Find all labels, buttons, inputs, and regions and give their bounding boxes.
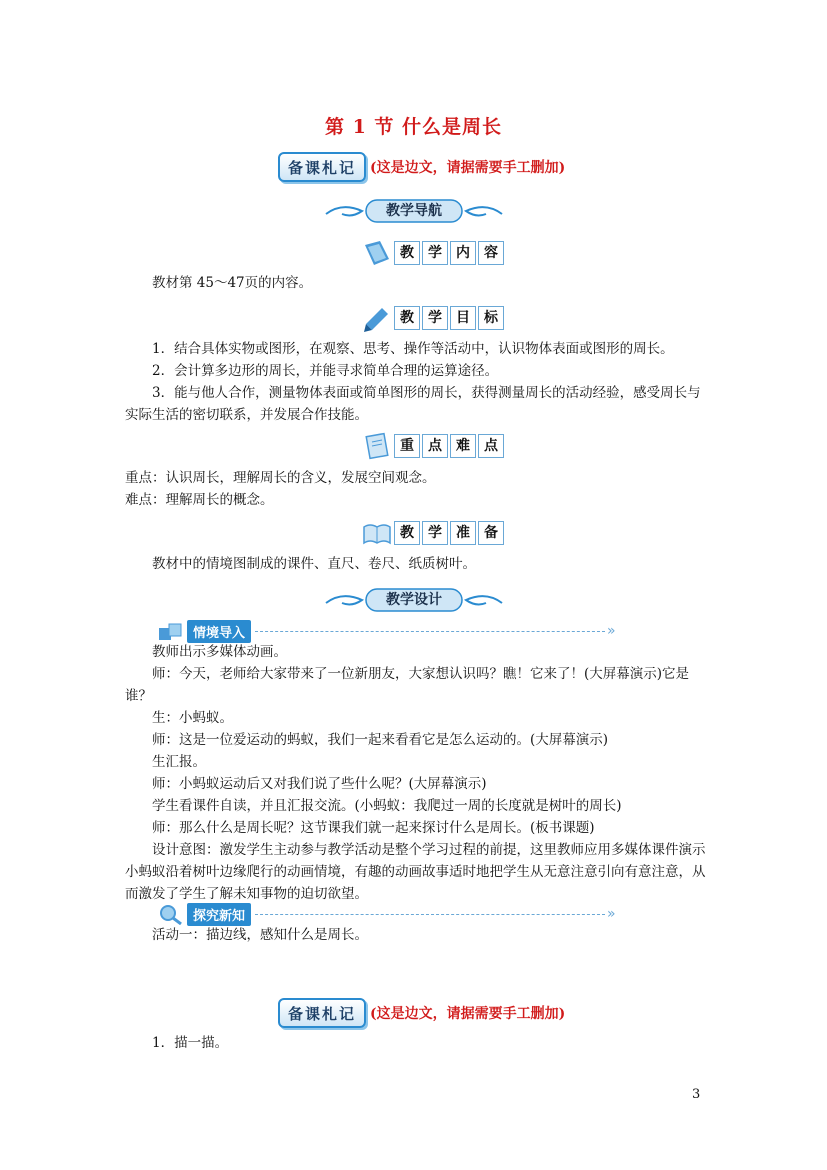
dialogue-line: 学生看课件自读，并且汇报交流。(小蚂蚁：我爬过一周的长度就是树叶的周长) bbox=[152, 798, 622, 814]
lesson-notes-badge: 备课札记 bbox=[278, 998, 366, 1028]
explore-text bbox=[125, 924, 710, 946]
goal-item: 3．能与他人合作，测量物体表面或简单图形的周长，获得测量周长的活动经验，感受周长与实际生活的密切联系，并发展合作技能。 bbox=[125, 385, 701, 423]
section-char: 容 bbox=[478, 241, 504, 265]
dialogue-line: 教师出示多媒体动画。 bbox=[152, 644, 287, 660]
dialogue-line: 师：今天，老师给大家带来了一位新朋友，大家想认识吗？瞧！它来了！(大屏幕演示)它是谁？ bbox=[125, 666, 690, 704]
dialogue-line: 生：小蚂蚁。 bbox=[152, 710, 233, 726]
section-teaching-prep bbox=[362, 518, 506, 548]
dialogue-line: 师：那么什么是周长呢？这节课我们就一起来探讨什么是周长。(板书课题) bbox=[152, 820, 595, 836]
section-char: 学 bbox=[422, 241, 448, 265]
banner-teaching-design bbox=[322, 587, 506, 613]
lesson-notes-badge: 备课札记 bbox=[278, 152, 366, 182]
section-char: 点 bbox=[422, 434, 448, 458]
section-char: 教 bbox=[394, 241, 420, 265]
section-char: 目 bbox=[450, 306, 476, 330]
section-char: 标 bbox=[478, 306, 504, 330]
banner-teaching-guide bbox=[322, 198, 506, 224]
document-icon bbox=[362, 432, 392, 460]
keypoint-item: 重点：认识周长，理解周长的含义，发展空间观念。 bbox=[125, 470, 436, 486]
section-char: 重 bbox=[394, 434, 420, 458]
dialogue-line: 师：这是一位爱运动的蚂蚁，我们一起来看看它是怎么运动的。(大屏幕演示) bbox=[152, 732, 609, 748]
section-char: 点 bbox=[478, 434, 504, 458]
section-char: 教 bbox=[394, 306, 420, 330]
content-text: 教材第 45～47页的内容。 bbox=[152, 275, 313, 291]
phase-intro-header bbox=[157, 619, 616, 643]
banner-label: 教学设计 bbox=[386, 592, 442, 608]
section-char: 学 bbox=[422, 521, 448, 545]
section-char: 准 bbox=[450, 521, 476, 545]
dialogue-line: 师：小蚂蚁运动后又对我们说了些什么呢？(大屏幕演示) bbox=[152, 776, 487, 792]
dashed-rule bbox=[255, 914, 605, 915]
design-intent: 设计意图：激发学生主动参与教学活动是整个学习过程的前提，这里教师应用多媒体课件演示小蚂蚁沿着树叶边缘爬行的动画情境，有趣的动画故事适时地把学生从无意注意引向有意注意，从而激发了学生了解未知事物的迫切欲望。 bbox=[125, 842, 706, 902]
cube-icon bbox=[157, 620, 185, 642]
keypoint-item: 难点：理解周长的概念。 bbox=[125, 492, 274, 508]
section-key-points bbox=[362, 431, 506, 461]
open-book-icon bbox=[362, 519, 392, 547]
section-char: 备 bbox=[478, 521, 504, 545]
section-char: 学 bbox=[422, 306, 448, 330]
margin-note: (这是边文，请据需要手工删加) bbox=[370, 1006, 566, 1022]
activity-line: 活动一：描边线，感知什么是周长。 bbox=[152, 927, 368, 943]
margin-note: (这是边文，请据需要手工删加) bbox=[370, 160, 566, 176]
page-title: 第 1 节 什么是周长 bbox=[324, 116, 503, 138]
section-char: 内 bbox=[450, 241, 476, 265]
intro-dialogue bbox=[125, 641, 710, 905]
section-teaching-goals bbox=[362, 303, 506, 333]
prep-text: 教材中的情境图制成的课件、直尺、卷尺、纸质树叶。 bbox=[152, 556, 476, 572]
section-teaching-content bbox=[362, 238, 506, 268]
goal-item: 2．会计算多边形的周长，并能寻求简单合理的运算途径。 bbox=[152, 363, 499, 379]
goals-list bbox=[125, 338, 710, 426]
dialogue-line: 生汇报。 bbox=[152, 754, 206, 770]
double-chevron-icon: » bbox=[607, 906, 616, 922]
section-char: 教 bbox=[394, 521, 420, 545]
keypoints-list bbox=[125, 467, 710, 511]
phase-tag: 探究新知 bbox=[187, 903, 251, 926]
lesson-notes-header-bottom bbox=[278, 998, 565, 1028]
magnifier-icon bbox=[157, 903, 185, 925]
phase-tag: 情境导入 bbox=[187, 620, 251, 643]
banner-label: 教学导航 bbox=[386, 203, 442, 219]
lesson-notes-header bbox=[278, 152, 565, 182]
phase-explore-header bbox=[157, 902, 616, 926]
pencil-icon bbox=[362, 304, 392, 332]
step-text: 1．描一描。 bbox=[152, 1035, 229, 1051]
dashed-rule bbox=[255, 631, 605, 632]
section-char: 难 bbox=[450, 434, 476, 458]
page-number: 3 bbox=[692, 1087, 701, 1102]
book-icon bbox=[362, 239, 392, 267]
goal-item: 1．结合具体实物或图形，在观察、思考、操作等活动中，认识物体表面或图形的周长。 bbox=[152, 341, 674, 357]
double-chevron-icon: » bbox=[607, 623, 616, 639]
